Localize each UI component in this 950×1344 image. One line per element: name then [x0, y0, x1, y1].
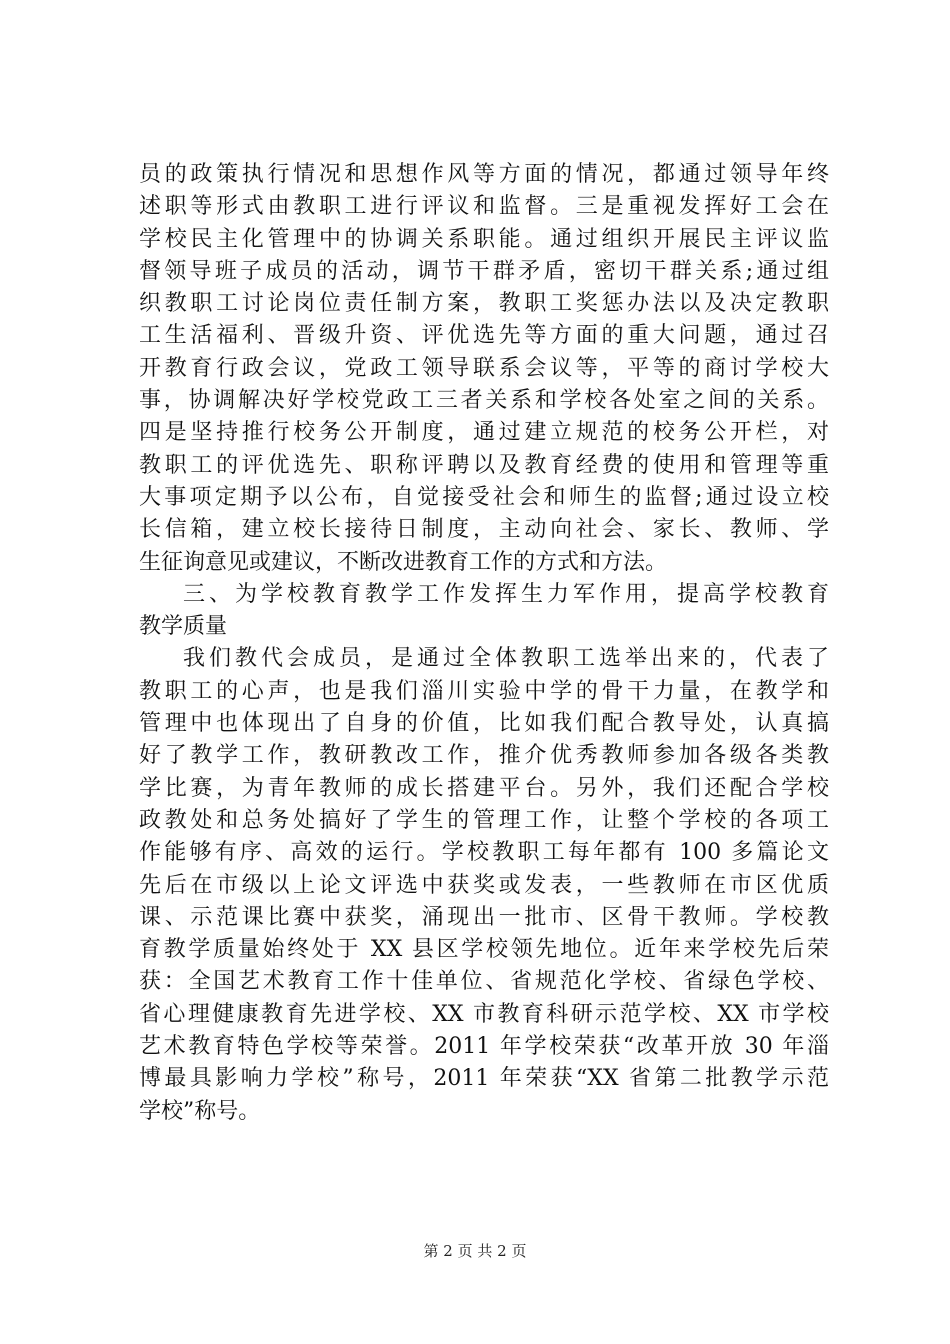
text-line: 好了教学工作，教研教改工作，推介优秀教师参加各级各类教 — [139, 743, 829, 769]
text-line: 先后在市级以上论文评选中获奖或发表，一些教师在市区优质 — [139, 872, 829, 898]
text-line: 大事项定期予以公布，自觉接受社会和师生的监督;通过设立校 — [139, 484, 829, 510]
text-line: 述职等形式由教职工进行评议和监督。三是重视发挥好工会在 — [139, 194, 829, 220]
text-line: 博最具影响力学校”称号，2011 年荣获“XX 省第二批教学示范 — [139, 1066, 829, 1092]
text-line: 我们教代会成员，是通过全体教职工选举出来的，代表了 — [183, 646, 829, 672]
text-line: 督领导班子成员的活动，调节干群矛盾，密切干群关系;通过组 — [139, 258, 829, 284]
text-line: 织教职工讨论岗位责任制方案，教职工奖惩办法以及决定教职 — [139, 291, 829, 317]
text-line: 教职工的评优选先、职称评聘以及教育经费的使用和管理等重 — [139, 452, 829, 478]
text-line: 课、示范课比赛中获奖，涌现出一批市、区骨干教师。学校教 — [139, 904, 829, 930]
text-line: 四是坚持推行校务公开制度，通过建立规范的校务公开栏，对 — [139, 420, 829, 446]
text-line: 获：全国艺术教育工作十佳单位、省规范化学校、省绿色学校、 — [139, 969, 829, 995]
text-line: 事，协调解决好学校党政工三者关系和学校各处室之间的关系。 — [139, 388, 829, 414]
text-line: 艺术教育特色学校等荣誉。2011 年学校荣获“改革开放 30 年淄 — [139, 1034, 829, 1060]
text-line: 管理中也体现出了自身的价值，比如我们配合教导处，认真搞 — [139, 711, 829, 737]
text-line: 教职工的心声，也是我们淄川实验中学的骨干力量，在教学和 — [139, 678, 829, 704]
text-line: 省心理健康教育先进学校、XX 市教育科研示范学校、XX 市学校 — [139, 1001, 829, 1027]
text-line: 工生活福利、晋级升资、评优选先等方面的重大问题，通过召 — [139, 323, 829, 349]
text-line: 教学质量 — [139, 614, 228, 640]
text-line: 学比赛，为青年教师的成长搭建平台。另外，我们还配合学校 — [139, 775, 829, 801]
text-line: 开教育行政会议，党政工领导联系会议等，平等的商讨学校大 — [139, 355, 829, 381]
text-line: 作能够有序、高效的运行。学校教职工每年都有 100 多篇论文 — [139, 840, 829, 866]
text-line: 学校”称号。 — [139, 1098, 261, 1124]
text-line: 学校民主化管理中的协调关系职能。通过组织开展民主评议监 — [139, 226, 829, 252]
text-line: 长信箱，建立校长接待日制度，主动向社会、家长、教师、学 — [139, 517, 829, 543]
text-line: 育教学质量始终处于 XX 县区学校领先地位。近年来学校先后荣 — [139, 937, 829, 963]
text-line: 三、为学校教育教学工作发挥生力军作用，提高学校教育 — [183, 581, 829, 607]
text-line: 政教处和总务处搞好了学生的管理工作，让整个学校的各项工 — [139, 807, 829, 833]
text-line: 生征询意见或建议，不断改进教育工作的方式和方法。 — [139, 549, 668, 575]
page-footer: 第 2 页 共 2 页 — [423, 1242, 527, 1260]
document-body — [139, 159, 829, 1128]
text-line: 员的政策执行情况和思想作风等方面的情况，都通过领导年终 — [139, 162, 829, 187]
